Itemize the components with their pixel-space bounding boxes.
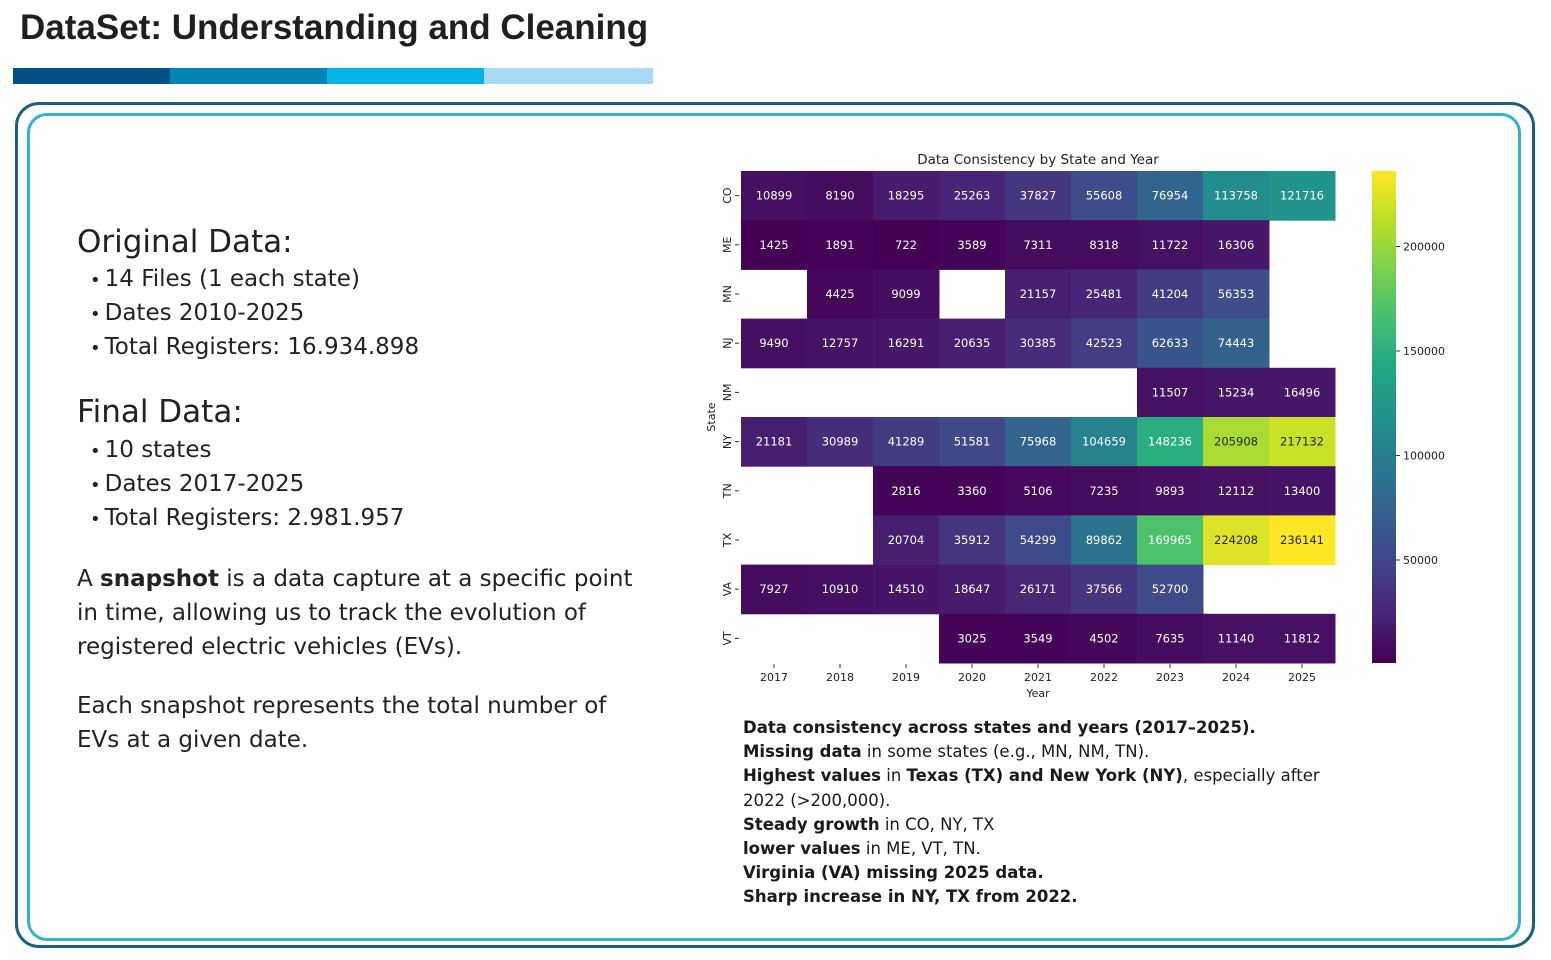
cell-value-label: 25481 — [1085, 287, 1123, 301]
stripe-segment-3 — [327, 68, 484, 84]
cell-value-label: 8318 — [1089, 237, 1119, 252]
cell-value-label: 11722 — [1151, 237, 1189, 252]
cell-value-label: 51581 — [953, 434, 991, 449]
stripe-segment-4 — [484, 68, 653, 84]
cell-value-label: 20635 — [953, 336, 991, 351]
cell-value-label: 169965 — [1148, 533, 1192, 547]
y-tick-label: NY — [721, 434, 734, 450]
stripe-segment-2 — [170, 68, 327, 84]
x-tick-label: 2024 — [1222, 671, 1250, 684]
cell-value-label: 11507 — [1151, 385, 1189, 400]
cell-value-label: 18295 — [887, 188, 925, 203]
cell-value-label: 37827 — [1019, 188, 1057, 203]
snapshot-definition: A snapshot is a data capture at a specific point in time, allowing us to track the evolution of registered electric vehicles (EVs). — [77, 566, 633, 660]
y-tick-label: ME — [721, 236, 734, 254]
note-line-2: Missing data in some states (e.g., MN, NM, TN). — [743, 742, 1150, 762]
cell-value-label: 21181 — [755, 434, 793, 449]
original-item-2: • Dates 2010-2025 — [90, 300, 305, 326]
cell-value-label: 11812 — [1283, 631, 1321, 646]
cell-value-label: 104659 — [1082, 434, 1126, 449]
cell-value-label: 75968 — [1019, 434, 1057, 449]
x-tick-label: 2019 — [892, 671, 920, 684]
cell-value-label: 7635 — [1155, 631, 1185, 646]
x-tick-label: 2023 — [1156, 671, 1184, 684]
cell-value-label: 15234 — [1217, 385, 1255, 400]
cell-value-label: 7235 — [1089, 483, 1119, 498]
cell-value-label: 722 — [895, 237, 917, 252]
cell-value-label: 41204 — [1151, 287, 1189, 301]
cell-value-label: 54299 — [1019, 533, 1057, 547]
cell-value-label: 9099 — [891, 287, 921, 301]
cell-value-label: 21157 — [1019, 287, 1057, 301]
colorbar-tick-label: 150000 — [1403, 345, 1445, 359]
cell-value-label: 148236 — [1148, 434, 1192, 449]
cell-value-label: 8190 — [825, 188, 855, 203]
cell-value-label: 14510 — [887, 582, 925, 597]
y-tick-label: NM — [721, 383, 734, 402]
cell-value-label: 10910 — [821, 582, 859, 597]
cell-value-label: 7927 — [759, 582, 789, 597]
cell-value-label: 3360 — [957, 483, 987, 498]
cell-value-label: 9490 — [759, 336, 789, 351]
cell-value-label: 12757 — [821, 336, 859, 351]
final-item-2: • Dates 2017-2025 — [90, 471, 305, 497]
cell-value-label: 236141 — [1280, 533, 1324, 547]
cell-value-label: 35912 — [953, 533, 991, 547]
y-tick-label: NJ — [721, 337, 734, 349]
cell-value-label: 41289 — [887, 434, 925, 449]
cell-value-label: 2816 — [891, 483, 921, 498]
note-line-7: Sharp increase in NY, TX from 2022. — [743, 887, 1078, 907]
cell-value-label: 11140 — [1217, 631, 1255, 646]
cell-value-label: 30989 — [821, 434, 859, 449]
cell-value-label: 37566 — [1085, 582, 1123, 597]
colorbar-tick-label: 100000 — [1403, 449, 1445, 463]
final-item-1: • 10 states — [90, 437, 212, 463]
cell-value-label: 10899 — [755, 188, 793, 203]
y-tick-label: VA — [721, 582, 734, 597]
y-tick-label: MN — [721, 285, 734, 303]
note-line-6: Virginia (VA) missing 2025 data. — [743, 863, 1044, 883]
cell-value-label: 42523 — [1085, 336, 1123, 351]
chart-notes — [743, 716, 1363, 910]
cell-value-label: 4425 — [825, 287, 855, 301]
cell-value-label: 7311 — [1023, 237, 1053, 252]
cell-value-label: 62633 — [1151, 336, 1189, 351]
note-line-3: Highest values in Texas (TX) and New York (NY), especially after 2022 (>200,000). — [743, 766, 1320, 810]
heatmap-chart — [700, 145, 1470, 705]
cell-value-label: 74443 — [1217, 336, 1255, 351]
cell-value-label: 52700 — [1151, 582, 1189, 597]
cell-value-label: 76954 — [1151, 188, 1189, 203]
cell-value-label: 3589 — [957, 237, 987, 252]
colorbar — [1372, 171, 1396, 663]
y-tick-label: TN — [721, 483, 734, 499]
stripe-segment-1 — [13, 68, 170, 84]
cell-value-label: 20704 — [887, 533, 925, 547]
cell-value-label: 16306 — [1217, 237, 1255, 252]
cell-value-label: 121716 — [1280, 188, 1324, 203]
cell-value-label: 4502 — [1089, 631, 1119, 646]
original-item-1: • 14 Files (1 each state) — [90, 266, 360, 292]
note-line-1: Data consistency across states and years (2017–2025). — [743, 718, 1256, 737]
cell-value-label: 205908 — [1214, 434, 1258, 449]
cell-value-label: 113758 — [1214, 188, 1258, 203]
note-line-4: Steady growth in CO, NY, TX — [743, 814, 995, 834]
x-tick-label: 2022 — [1090, 671, 1118, 684]
cell-value-label: 18647 — [953, 582, 991, 597]
cell-value-label: 1891 — [825, 237, 855, 252]
chart-title: Data Consistency by State and Year — [917, 152, 1159, 168]
x-tick-label: 2025 — [1288, 671, 1316, 684]
cell-value-label: 55608 — [1085, 188, 1123, 203]
cell-value-label: 25263 — [953, 188, 991, 203]
colorbar-tick-label: 50000 — [1403, 554, 1438, 568]
cell-value-label: 9893 — [1155, 483, 1185, 498]
original-data-heading: Original Data: — [77, 224, 293, 260]
cell-value-label: 16291 — [887, 336, 925, 351]
cell-value-label: 89862 — [1085, 533, 1123, 547]
cell-value-label: 30385 — [1019, 336, 1057, 351]
cell-value-label: 56353 — [1217, 287, 1255, 301]
cell-value-label: 13400 — [1283, 483, 1321, 498]
cell-value-label: 3549 — [1023, 631, 1053, 646]
cell-value-label: 3025 — [957, 631, 987, 646]
x-tick-label: 2020 — [958, 671, 986, 684]
page-title: DataSet: Understanding and Cleaning — [20, 8, 649, 47]
x-axis-label: Year — [1026, 687, 1050, 700]
cell-value-label: 12112 — [1217, 483, 1255, 498]
cell-value-label: 16496 — [1283, 385, 1321, 400]
y-tick-label: VT — [721, 631, 734, 646]
cell-value-label: 5106 — [1023, 483, 1053, 498]
y-tick-label: CO — [721, 187, 734, 204]
final-item-3: • Total Registers: 2.981.957 — [90, 505, 405, 531]
original-item-3: • Total Registers: 16.934.898 — [90, 334, 420, 360]
x-tick-label: 2018 — [826, 671, 854, 684]
cell-value-label: 26171 — [1019, 582, 1057, 597]
final-data-heading: Final Data: — [77, 394, 243, 430]
y-axis-label: State — [705, 402, 718, 432]
x-tick-label: 2017 — [760, 671, 788, 684]
cell-value-label: 224208 — [1214, 533, 1258, 547]
y-tick-label: TX — [721, 532, 734, 548]
x-tick-label: 2021 — [1024, 671, 1052, 684]
cell-value-label: 217132 — [1280, 434, 1324, 449]
note-line-5: lower values in ME, VT, TN. — [743, 839, 981, 859]
snapshot-explanation: Each snapshot represents the total number of EVs at a given date. — [77, 693, 607, 753]
colorbar-tick-label: 200000 — [1403, 240, 1445, 254]
cell-value-label: 1425 — [759, 237, 789, 252]
